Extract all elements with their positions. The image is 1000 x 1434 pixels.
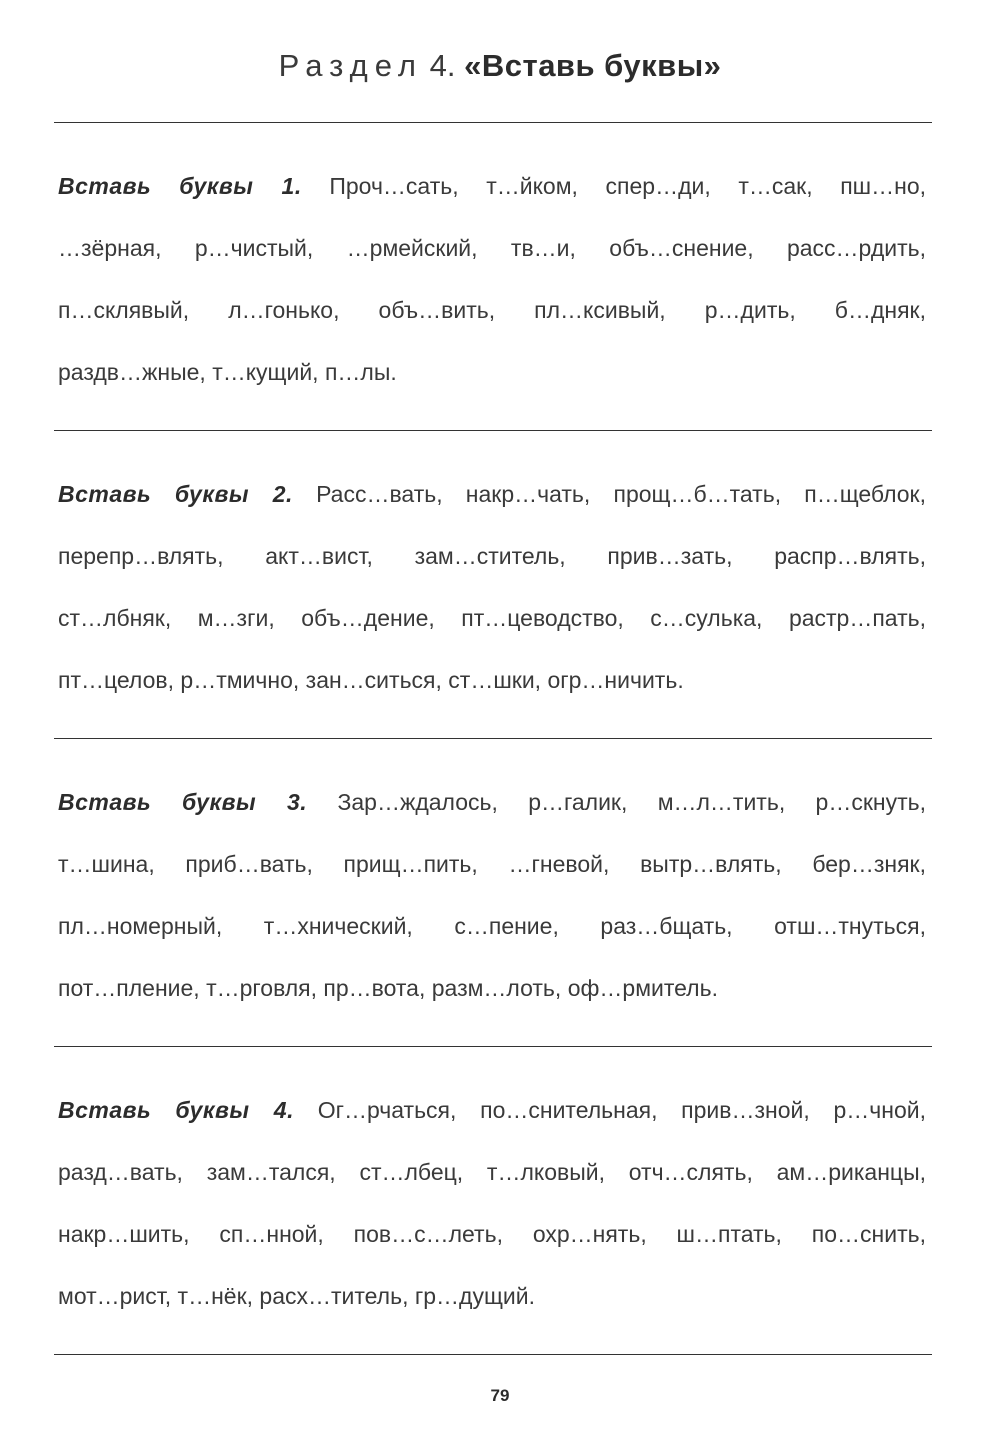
exercise-text: Зар…ждалось, р…галик, м…л…тить, р…скнуть, [337,789,926,815]
exercise-text: Расс…вать, накр…чать, прощ…б…тать, п…щеблок, [316,481,926,507]
exercise-line: мот…рист, т…нёк, расх…титель, гр…дущий. [58,1283,535,1309]
page-title [0,48,1000,84]
exercise-block-2 [58,479,926,727]
exercise-line: разд…вать, зам…тался, ст…лбец, т…лковый, отч…слять, ам…риканцы, [58,1159,926,1185]
divider-rule [54,738,932,739]
exercise-line [58,787,926,849]
exercise-line: раздв…жные, т…кущий, п…лы. [58,359,397,385]
exercise-text: Ог…рчаться, по…снительная, прив…зной, р…чной, [317,1097,926,1123]
exercise-line [58,171,926,233]
exercise-label: Вставь буквы 4. [58,1097,294,1123]
exercise-line: пот…пление, т…рговля, пр…вота, разм…лоть, оф…рмитель. [58,975,718,1001]
exercise-line: пт…целов, р…тмично, зан…ситься, ст…шки, огр…ничить. [58,667,684,693]
exercise-line: накр…шить, сп…нной, пов…с…леть, охр…нять, ш…птать, по…снить, [58,1221,926,1247]
divider-rule [54,122,932,123]
divider-rule [54,1046,932,1047]
section-title: «Вставь буквы» [464,48,722,83]
exercise-line: пл…номерный, т…хнический, с…пение, раз…бщать, отш…тнуться, [58,913,926,939]
divider-rule [54,1354,932,1355]
section-number: 4. [429,48,456,83]
exercise-text: Проч…сать, т…йком, спер…ди, т…сак, пш…но, [329,173,926,199]
exercise-block-1 [58,171,926,419]
page-number: 79 [490,1386,510,1405]
exercise-line: ст…лбняк, м…зги, объ…дение, пт…цеводство, с…сулька, растр…пать, [58,605,926,631]
exercise-label: Вставь буквы 2. [58,481,293,507]
divider-rule [54,430,932,431]
exercise-line: …зёрная, р…чистый, …рмейский, тв…и, объ…снение, расс…рдить, [58,235,926,261]
exercise-line [58,479,926,541]
exercise-line [58,1095,926,1157]
exercise-block-3 [58,787,926,1035]
exercise-label: Вставь буквы 1. [58,173,302,199]
section-prefix: Раздел [278,48,424,83]
exercise-label: Вставь буквы 3. [58,789,308,815]
exercise-line: перепр…влять, акт…вист, зам…ститель, прив…зать, распр…влять, [58,543,926,569]
exercise-block-4 [58,1095,926,1343]
exercise-line: п…склявый, л…гонько, объ…вить, пл…ксивый, р…дить, б…дняк, [58,297,926,323]
exercise-line: т…шина, приб…вать, прищ…пить, …гневой, вытр…влять, бер…зняк, [58,851,926,877]
